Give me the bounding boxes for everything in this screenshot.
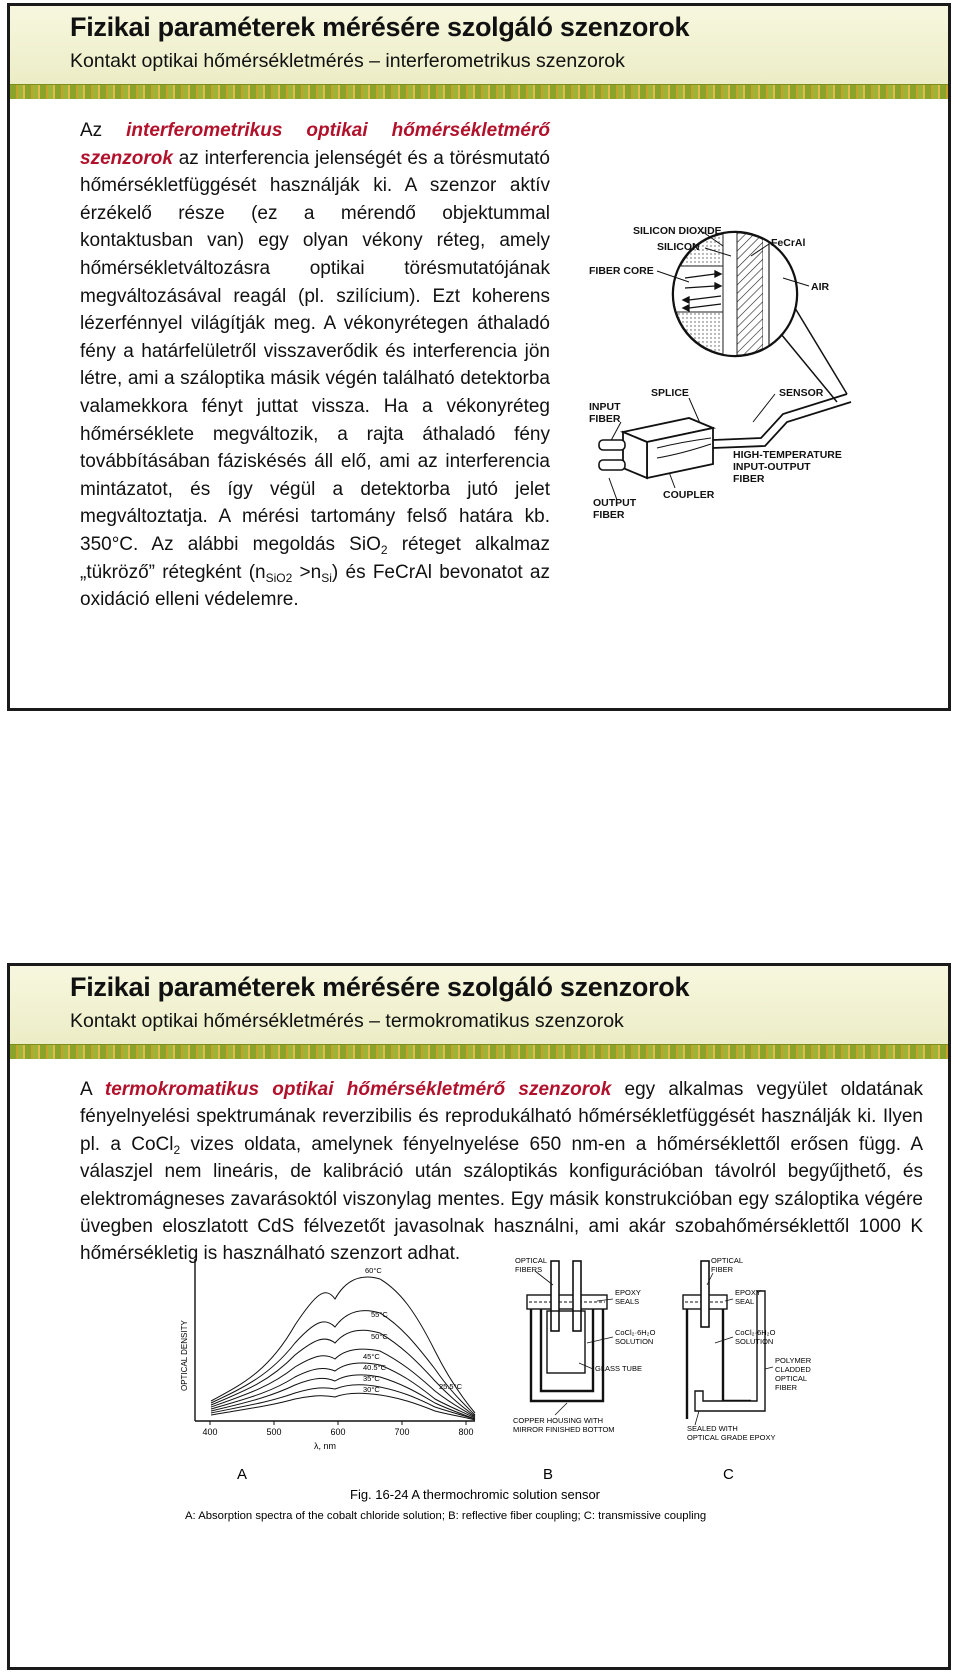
spectra-xlabel: λ, nm xyxy=(313,1441,337,1451)
label-coupler: COUPLER xyxy=(663,489,715,501)
curve-label-50: 50°C xyxy=(371,1332,388,1341)
text-body-a: az interferencia jelenségét és a törésmutató hőmérsékletfüggését használják ki. A szenzor aktív érzékelő része (ez a mérendő objektummal kontaktusban van) egy olyan vékony réteg, amely hőmérsékletváltozásra optikai törésmutatójának megváltozásával reagál (pl. szilícium). Ezt koherens lézerfénnyel világítják meg. A vékonyrétegen áthaladó fény a határfelületről visszaverődik és interferencia jön létre, ami a száloptika másik végén található detektorba valamekkora fényt juttat vissza. Ha a vékonyréteg hőmérséklete megváltozik, a rajta áthaladó fény továbbításában fáziskésés áll elő, ami az interferencia mintázatot, és így végül a detektorba jutó jelet megváltoztatja. A mérési tartomány felső határa kb. 350°C. Az alábbi megoldás SiO xyxy=(80,147,550,555)
highlighted-term: termokromatikus optikai hőmérsékletmérő szenzorok xyxy=(104,1079,612,1100)
b-label-epoxy: EPOXY xyxy=(615,1288,641,1297)
c-label-polymer-3: OPTICAL xyxy=(775,1374,808,1383)
c-label-epoxy: EPOXY xyxy=(735,1288,761,1297)
b-label-copper: COPPER HOUSING WITH xyxy=(513,1416,604,1425)
xtick-700: 700 xyxy=(394,1427,410,1437)
c-label-optical-fiber: OPTICAL xyxy=(711,1256,744,1265)
b-label-copper-2: MIRROR FINISHED BOTTOM xyxy=(513,1425,615,1434)
label-fiber-core: FIBER CORE xyxy=(589,265,654,277)
curve-label-35: 35°C xyxy=(363,1374,380,1383)
subscript-sio2: SiO2 xyxy=(265,570,293,585)
header-stripe xyxy=(10,84,948,99)
curve-label-45: 45°C xyxy=(363,1352,380,1361)
subscript-si: Si xyxy=(321,570,332,585)
label-input-output: INPUT-OUTPUT xyxy=(733,461,811,473)
spectra-curves xyxy=(211,1277,475,1420)
interferometric-sensor-diagram xyxy=(585,216,925,556)
slide-title: Fizikai paraméterek mérésére szolgáló szenzorok xyxy=(70,972,690,1002)
xtick-400: 400 xyxy=(202,1427,218,1437)
thermochromic-sensor-figure xyxy=(175,1251,875,1541)
header-stripe xyxy=(10,1044,948,1059)
xtick-500: 500 xyxy=(266,1427,282,1437)
text-prefix: A xyxy=(80,1079,105,1100)
subscript-2: 2 xyxy=(380,542,388,557)
c-label-optical-fiber-2: FIBER xyxy=(711,1265,734,1274)
figure-caption: Fig. 16-24 A thermochromic solution sensor xyxy=(350,1487,601,1502)
curve-label-255: 25.5°C xyxy=(439,1382,463,1391)
text-body-d: ) és FeCrAl bevonatot az oxidáció elleni védelemre. xyxy=(80,561,550,611)
label-splice: SPLICE xyxy=(651,387,689,399)
label-fiber: FIBER xyxy=(733,473,765,485)
label-output-fiber-line2: FIBER xyxy=(593,509,625,521)
text-prefix: Az xyxy=(80,120,127,141)
panel-label-c: C xyxy=(723,1466,734,1483)
c-label-polymer-2: CLADDED xyxy=(775,1365,811,1374)
figure-caption-sub: A: Absorption spectra of the cobalt chloride solution; B: reflective fiber coupling; C: transmissive coupling xyxy=(185,1510,707,1522)
spectra-ylabel: OPTICAL DENSITY xyxy=(180,1320,189,1391)
xtick-600: 600 xyxy=(330,1427,346,1437)
label-input-fiber-line2: FIBER xyxy=(589,413,621,425)
c-label-polymer-4: FIBER xyxy=(775,1383,798,1392)
body-paragraph xyxy=(80,117,550,614)
slide-header xyxy=(10,6,948,84)
label-output-fiber: OUTPUT xyxy=(593,497,637,509)
b-label-optical-fibers: OPTICAL xyxy=(515,1256,548,1265)
label-fecral: FeCrAl xyxy=(771,237,806,249)
curve-label-30: 30°C xyxy=(363,1385,380,1394)
highlighted-term: interferometrikus optikai hőmérsékletmérő szenzorok xyxy=(80,120,550,169)
panel-b-reflective xyxy=(513,1256,656,1483)
panel-c-transmissive xyxy=(683,1256,812,1483)
text-body-c: >n xyxy=(292,561,322,583)
curve-label-55: 55°C xyxy=(371,1310,388,1319)
c-label-polymer: POLYMER xyxy=(775,1356,812,1365)
c-label-sealed-2: OPTICAL GRADE EPOXY xyxy=(687,1433,776,1442)
c-label-sealed: SEALED WITH xyxy=(687,1424,738,1433)
c-label-epoxy-2: SEAL xyxy=(735,1297,755,1306)
slide-subtitle: Kontakt optikai hőmérsékletmérés – interferometrikus szenzorok xyxy=(70,50,625,72)
b-label-solution: CoCl₂·6H₂O xyxy=(615,1328,656,1337)
slide-title: Fizikai paraméterek mérésére szolgáló szenzorok xyxy=(70,12,690,42)
b-label-solution-2: SOLUTION xyxy=(615,1337,654,1346)
c-label-solution-2: SOLUTION xyxy=(735,1337,774,1346)
slide-interferometric xyxy=(7,3,951,711)
high-temperature-fiber xyxy=(713,394,851,448)
label-sensor: SENSOR xyxy=(779,387,824,399)
panel-label-b: B xyxy=(543,1466,554,1483)
subscript-2: 2 xyxy=(173,1142,181,1157)
b-label-glass-tube: GLASS TUBE xyxy=(595,1364,642,1373)
label-silicon-dioxide: SILICON DIOXIDE xyxy=(633,225,722,237)
slide-header xyxy=(10,966,948,1044)
label-input-fiber: INPUT xyxy=(589,401,621,413)
curve-label-60: 60°C xyxy=(365,1266,382,1275)
text-body-b: réteget alkalmaz „tükröző” rétegként (n xyxy=(80,533,550,583)
panel-label-a: A xyxy=(237,1466,248,1483)
label-silicon: SILICON xyxy=(657,241,700,253)
text-body-a: egy alkalmas vegyület oldatának fényelnyelési spektrumának reverzibilis és reprodukálható hőmérsékletfüggését használják ki. Ilyen pl. a CoCl xyxy=(80,1079,924,1155)
curve-label-405: 40.5°C xyxy=(363,1363,387,1372)
slide-thermochromic xyxy=(7,963,951,1670)
xtick-800: 800 xyxy=(458,1427,474,1437)
slide-subtitle: Kontakt optikai hőmérsékletmérés – termokromatikus szenzorok xyxy=(70,1010,624,1032)
label-air: AIR xyxy=(811,281,830,293)
c-label-solution: CoCl₂·6H₂O xyxy=(735,1328,776,1337)
label-high-temperature: HIGH-TEMPERATURE xyxy=(733,449,842,461)
text-body-b: vizes oldata, amelynek fényelnyelése 650 nm-en a hőmérséklettől erősen függ. A válaszjel nem lineáris, de kalibráció után száloptikás konfigurációban távolról begyűjthető, és elektromágneses zavarásoktól viszonylag mentes. Egy másik konstrukcióban egy száloptika végére üvegben eloszlatott CdS félvezetőt javasolnak használni, ami akár szobahőmérséklettől 1000 K hőmérsékletig is használható szenzort adhat. xyxy=(80,1133,924,1265)
body-paragraph xyxy=(80,1076,923,1268)
b-label-optical-fibers-2: FIBERS xyxy=(515,1265,543,1274)
panel-a-spectra xyxy=(180,1259,475,1483)
b-label-epoxy-2: SEALS xyxy=(615,1297,640,1306)
